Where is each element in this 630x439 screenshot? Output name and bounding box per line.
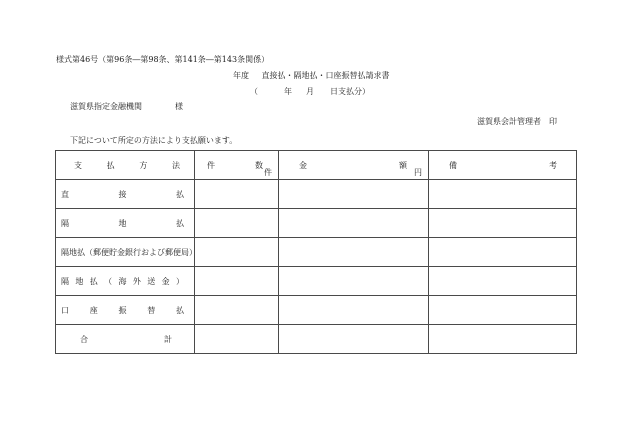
method-char: 合 [80, 334, 88, 344]
method-label [56, 305, 194, 316]
year-label: 年 [284, 87, 292, 96]
count-cell[interactable] [195, 296, 279, 325]
header-method-char: 支 [74, 160, 82, 170]
method-char: 隔 [61, 218, 69, 228]
amount-unit: 円 [414, 168, 422, 177]
header-count [195, 151, 279, 180]
count-cell[interactable] [195, 180, 279, 209]
count-cell[interactable] [195, 325, 279, 354]
header-method-char: 法 [171, 160, 180, 170]
method-char: 計 [164, 334, 172, 344]
table-row [56, 180, 577, 209]
method-label [56, 334, 194, 345]
table-row [56, 238, 577, 267]
notes-cell[interactable] [429, 325, 577, 354]
method-char: 金 [161, 276, 170, 286]
amount-cell[interactable] [279, 296, 429, 325]
amount-cell[interactable] [279, 238, 429, 267]
table-row [56, 267, 577, 296]
method-char: 直 [61, 189, 69, 199]
method-char: 海 [118, 276, 127, 286]
method-char: 送 [147, 276, 156, 286]
day-label: 日支払分） [330, 87, 370, 96]
method-char: 地 [118, 218, 127, 228]
method-char: 地 [75, 276, 84, 286]
method-char: 座 [89, 305, 98, 315]
method-char: 替 [147, 305, 156, 315]
header-count-char: 件 [207, 161, 215, 170]
method-char: ） [176, 276, 184, 286]
fiscal-year-label: 年度 [233, 71, 249, 80]
table-row [56, 296, 577, 325]
method-cell [56, 267, 195, 296]
addressee [70, 102, 183, 112]
amount-cell[interactable] [279, 267, 429, 296]
count-cell[interactable] [195, 209, 279, 238]
header-amount-char: 金 [299, 161, 307, 170]
method-label [56, 218, 194, 229]
notes-cell[interactable] [429, 238, 577, 267]
method-char: 払 [176, 189, 184, 199]
addressee-name: 滋賀県指定金融機関 [70, 102, 142, 111]
method-cell [56, 238, 195, 267]
seal-mark: 印 [549, 117, 557, 126]
form-number: 様式第46号（第96条―第98条、第141条―第143条関係） [56, 55, 270, 64]
method-char: 接 [118, 189, 127, 199]
count-cell[interactable] [195, 267, 279, 296]
method-label [56, 276, 194, 287]
method-char: 振 [118, 305, 127, 315]
header-notes [429, 151, 577, 180]
title-text: 直接払・隔地払・口座振替払請求書 [261, 71, 390, 80]
header-row [56, 151, 577, 180]
header-method-char: 方 [139, 160, 148, 170]
request-text: 下記について所定の方法により支払願います。 [70, 136, 238, 145]
header-count-char: 数 [255, 161, 263, 170]
method-cell [56, 180, 195, 209]
open-paren: （ [250, 87, 258, 96]
month-label: 月 [306, 87, 314, 96]
method-char: 外 [132, 276, 141, 286]
amount-cell[interactable] [279, 209, 429, 238]
method-char: 隔 [61, 276, 69, 286]
notes-cell[interactable] [429, 209, 577, 238]
header-method-label [56, 160, 194, 171]
method-cell [56, 325, 195, 354]
notes-cell[interactable] [429, 267, 577, 296]
method-label: 隔地払（郵便貯金銀行および郵便局） [61, 247, 197, 257]
count-unit: 件 [264, 168, 272, 177]
amount-cell[interactable] [279, 325, 429, 354]
method-cell [56, 296, 195, 325]
method-char: 払 [176, 305, 184, 315]
table-row [56, 209, 577, 238]
method-char: 口 [61, 305, 69, 315]
method-char: 払 [89, 276, 98, 286]
method-char: 払 [176, 218, 184, 228]
header-method-char: 払 [106, 160, 115, 170]
amount-cell[interactable] [279, 180, 429, 209]
notes-cell[interactable] [429, 296, 577, 325]
method-label [56, 189, 194, 200]
method-char: （ [104, 276, 113, 286]
header-method [56, 151, 195, 180]
payment-date-line [250, 87, 370, 97]
sender [477, 117, 557, 127]
header-amount [279, 151, 429, 180]
table-row [56, 325, 577, 354]
method-cell [56, 209, 195, 238]
sender-name: 滋賀県会計管理者 [477, 117, 541, 126]
addressee-honorific: 様 [175, 102, 183, 111]
count-cell[interactable] [195, 238, 279, 267]
payment-table [55, 150, 577, 354]
document-title [233, 71, 390, 81]
header-notes-char: 備 [449, 161, 457, 170]
header-notes-char: 考 [549, 161, 557, 170]
header-amount-char: 額 [399, 161, 407, 170]
notes-cell[interactable] [429, 180, 577, 209]
